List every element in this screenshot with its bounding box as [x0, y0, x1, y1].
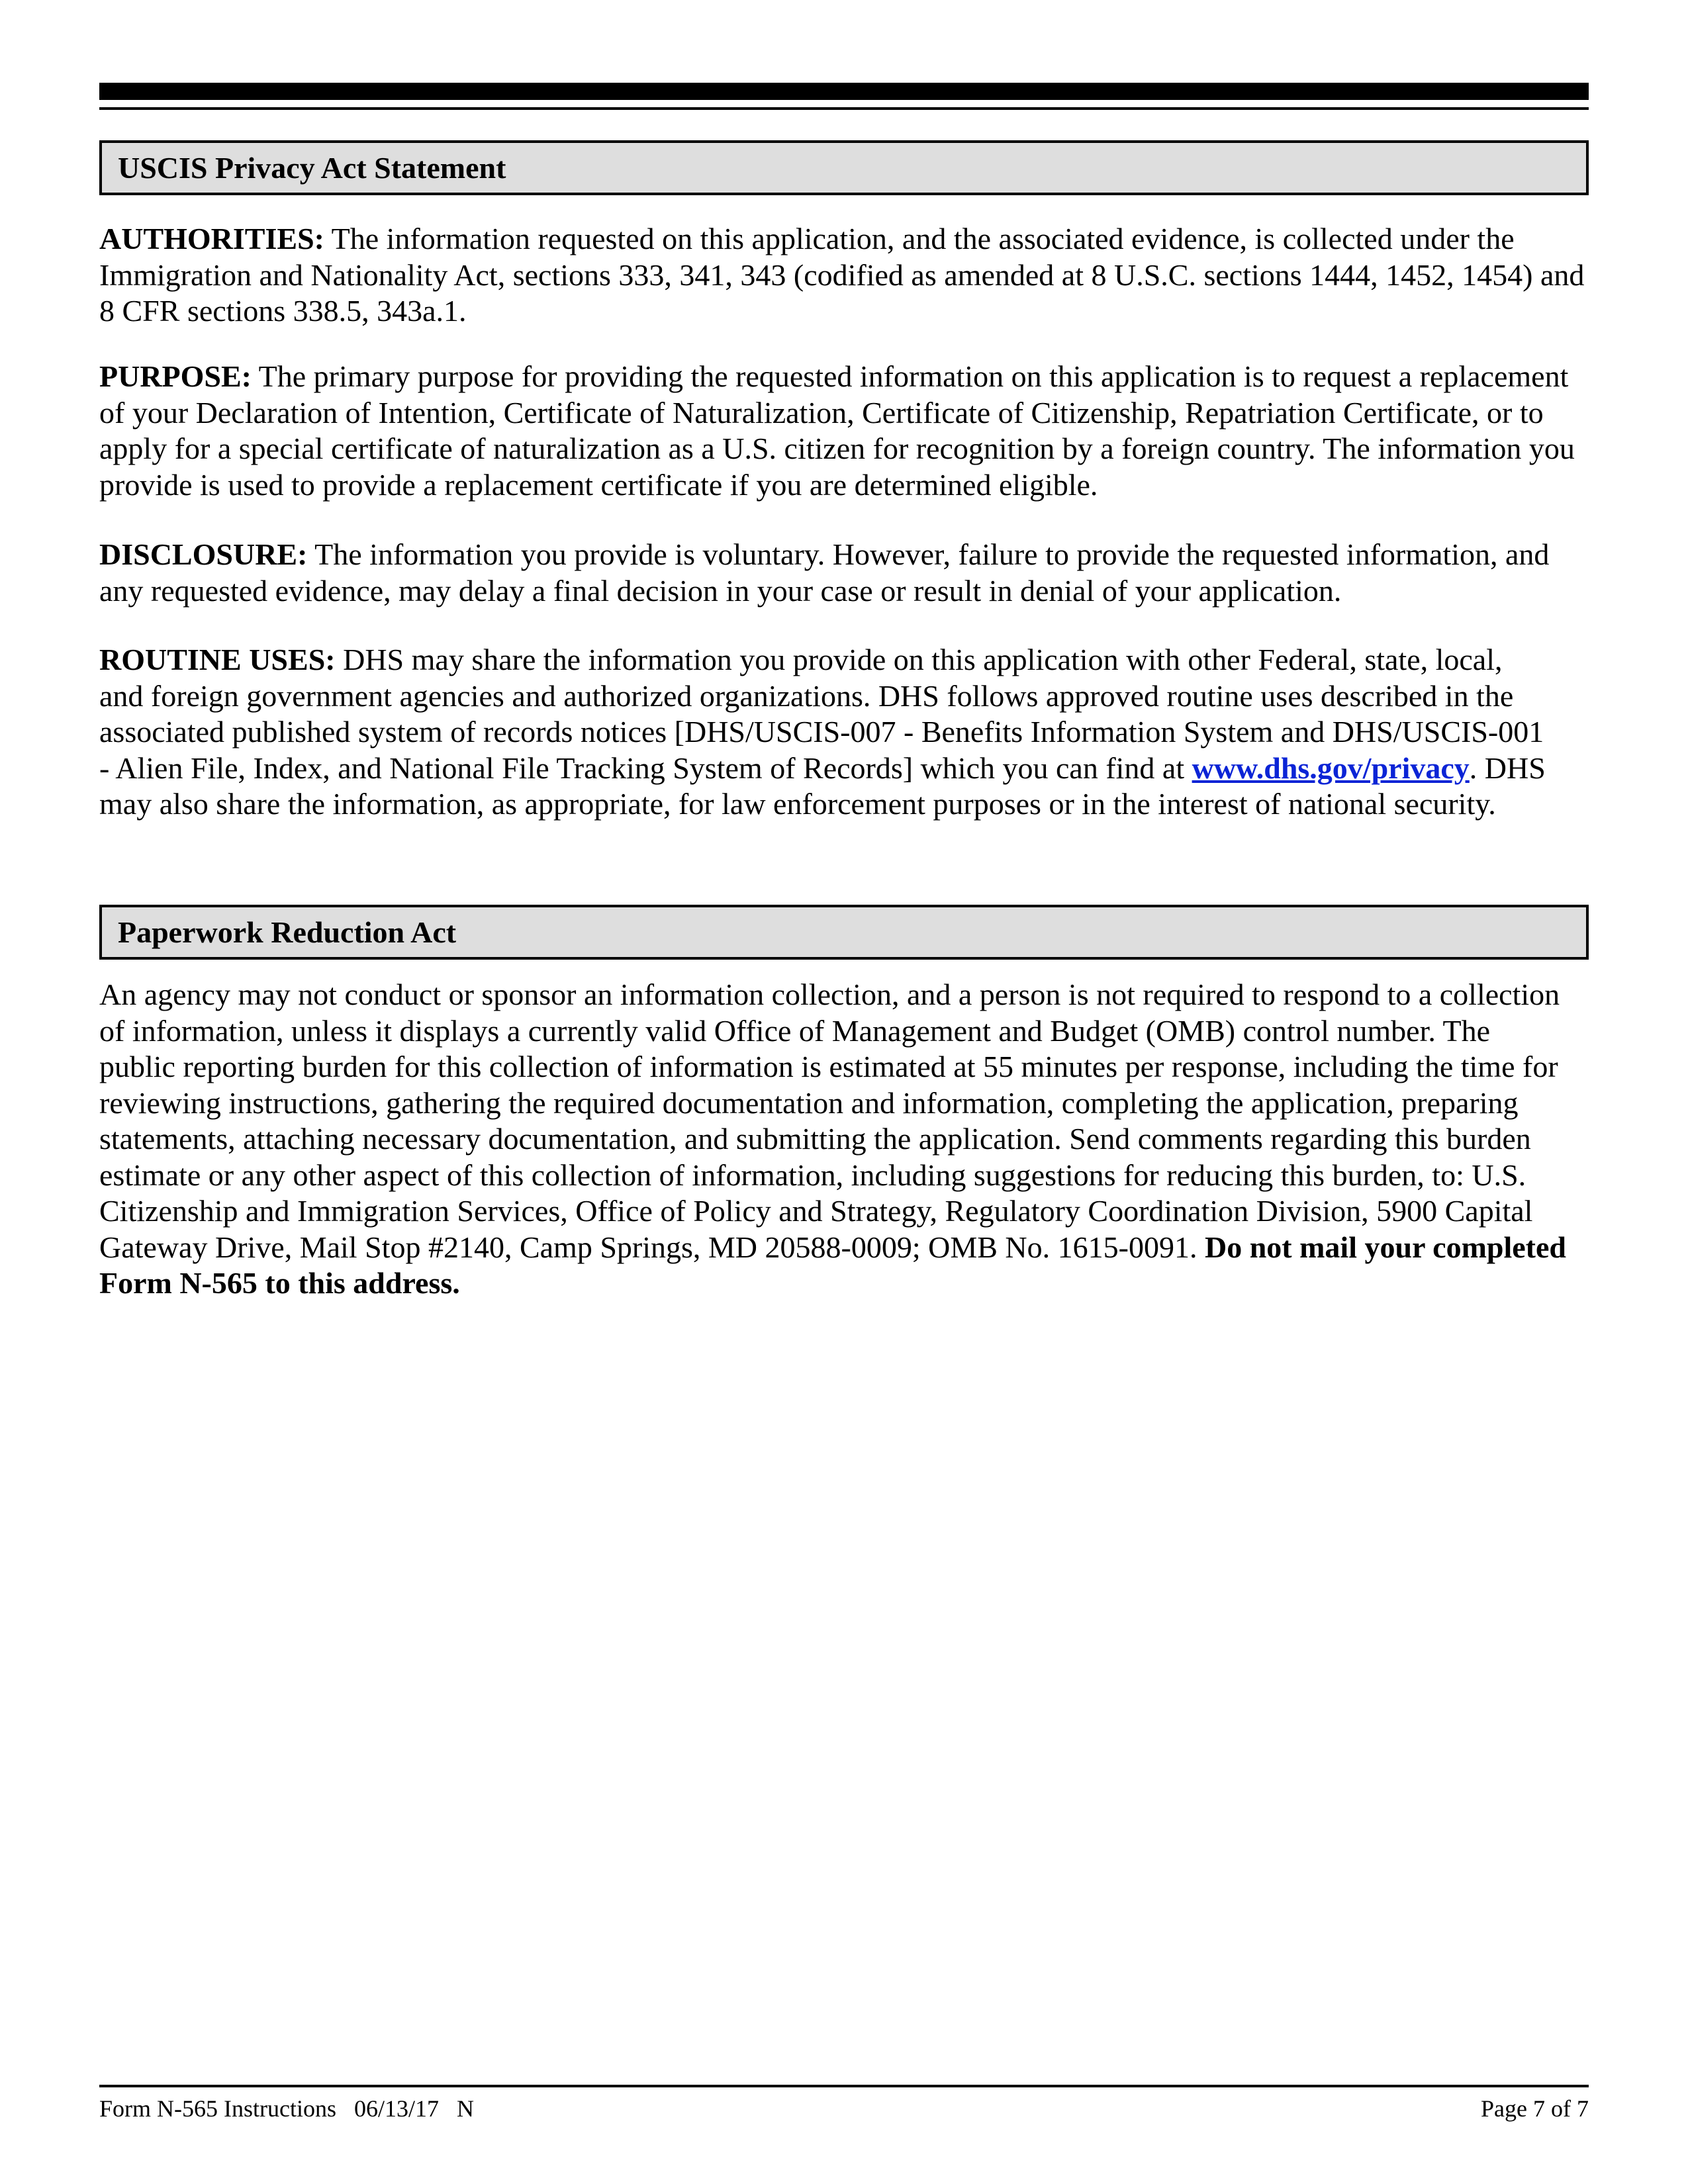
purpose-label: PURPOSE:	[99, 359, 252, 393]
paperwork-line-3: public reporting burden for this collection of information is estimated at 55 minutes per response, including the time for	[99, 1050, 1558, 1083]
purpose-line-4: provide is used to provide a replacement certificate if you are determined eligible.	[99, 467, 1098, 502]
authorities-label: AUTHORITIES:	[99, 222, 324, 255]
footer-rule	[99, 2085, 1589, 2087]
routine-uses-line-3: associated published system of records notices [DHS/USCIS-007 - Benefits Information System and DHS/USCIS-001	[99, 715, 1544, 749]
purpose-line-1: The primary purpose for providing the requested information on this application is to request a replacement	[252, 359, 1569, 393]
paperwork-line-7: Citizenship and Immigration Services, Office of Policy and Strategy, Regulatory Coordination Division, 5900 Capital	[99, 1194, 1533, 1228]
routine-uses-line-1: DHS may share the information you provide on this application with other Federal, state, local,	[335, 643, 1503, 676]
disclosure-label: DISCLOSURE:	[99, 537, 308, 571]
routine-uses-line-2: and foreign government agencies and authorized organizations. DHS follows approved routine uses described in the	[99, 678, 1514, 713]
do-not-mail-notice-cont: Form N-565 to this address.	[99, 1266, 460, 1300]
dhs-privacy-link[interactable]: www.dhs.gov/privacy	[1192, 751, 1470, 785]
purpose-line-3: apply for a special certificate of naturalization as a U.S. citizen for recognition by a foreign country. The information you	[99, 432, 1575, 465]
header-thick-rule	[99, 83, 1589, 100]
purpose-paragraph	[99, 359, 1589, 503]
footer-page-number: Page 7 of 7	[1481, 2095, 1589, 2122]
paperwork-line-1: An agency may not conduct or sponsor an information collection, and a person is not required to respond to a collection	[99, 978, 1560, 1011]
paperwork-line-6: estimate or any other aspect of this collection of information, including suggestions for reducing this burden, to: U.S.	[99, 1158, 1526, 1192]
paperwork-line-5: statements, attaching necessary documentation, and submitting the application. Send comments regarding this burden	[99, 1122, 1531, 1156]
routine-uses-line-4: - Alien File, Index, and National File Tracking System of Records] which you can find at	[99, 751, 1192, 785]
disclosure-paragraph	[99, 537, 1589, 609]
do-not-mail-notice: Do not mail your completed	[1204, 1230, 1566, 1264]
routine-uses-label: ROUTINE USES:	[99, 643, 336, 676]
authorities-line-1: The information requested on this application, and the associated evidence, is collected under the	[324, 222, 1515, 255]
paperwork-line-4: reviewing instructions, gathering the required documentation and information, completing the application, preparing	[99, 1085, 1519, 1120]
paperwork-line-8: Gateway Drive, Mail Stop #2140, Camp Springs, MD 20588-0009; OMB No. 1615-0091.	[99, 1230, 1205, 1264]
routine-uses-line-5: may also share the information, as appropriate, for law enforcement purposes or in the interest of national security.	[99, 787, 1496, 821]
authorities-line-3: 8 CFR sections 338.5, 343a.1.	[99, 294, 467, 328]
paperwork-act-heading: Paperwork Reduction Act	[118, 915, 457, 949]
disclosure-line-2: any requested evidence, may delay a final decision in your case or result in denial of your application.	[99, 573, 1342, 608]
purpose-line-2: of your Declaration of Intention, Certificate of Naturalization, Certificate of Citizenship, Repatriation Certificate, or to	[99, 395, 1544, 430]
routine-uses-paragraph	[99, 642, 1589, 823]
header-thin-rule	[99, 107, 1589, 110]
paperwork-act-heading-box	[99, 905, 1589, 960]
authorities-paragraph	[99, 221, 1589, 330]
paperwork-line-2: of information, unless it displays a currently valid Office of Management and Budget (OMB) control number. The	[99, 1013, 1491, 1048]
privacy-act-heading-box	[99, 140, 1589, 195]
routine-uses-after-link: . DHS	[1469, 751, 1546, 785]
authorities-line-2: Immigration and Nationality Act, sections 333, 341, 343 (codified as amended at 8 U.S.C. sections 1444, 1452, 1454) and	[99, 257, 1585, 292]
privacy-act-heading: USCIS Privacy Act Statement	[118, 151, 506, 185]
disclosure-line-1: The information you provide is voluntary. However, failure to provide the requested information, and	[307, 537, 1550, 571]
footer-form-info: Form N-565 Instructions 06/13/17 N	[99, 2095, 474, 2122]
paperwork-paragraph	[99, 977, 1589, 1302]
